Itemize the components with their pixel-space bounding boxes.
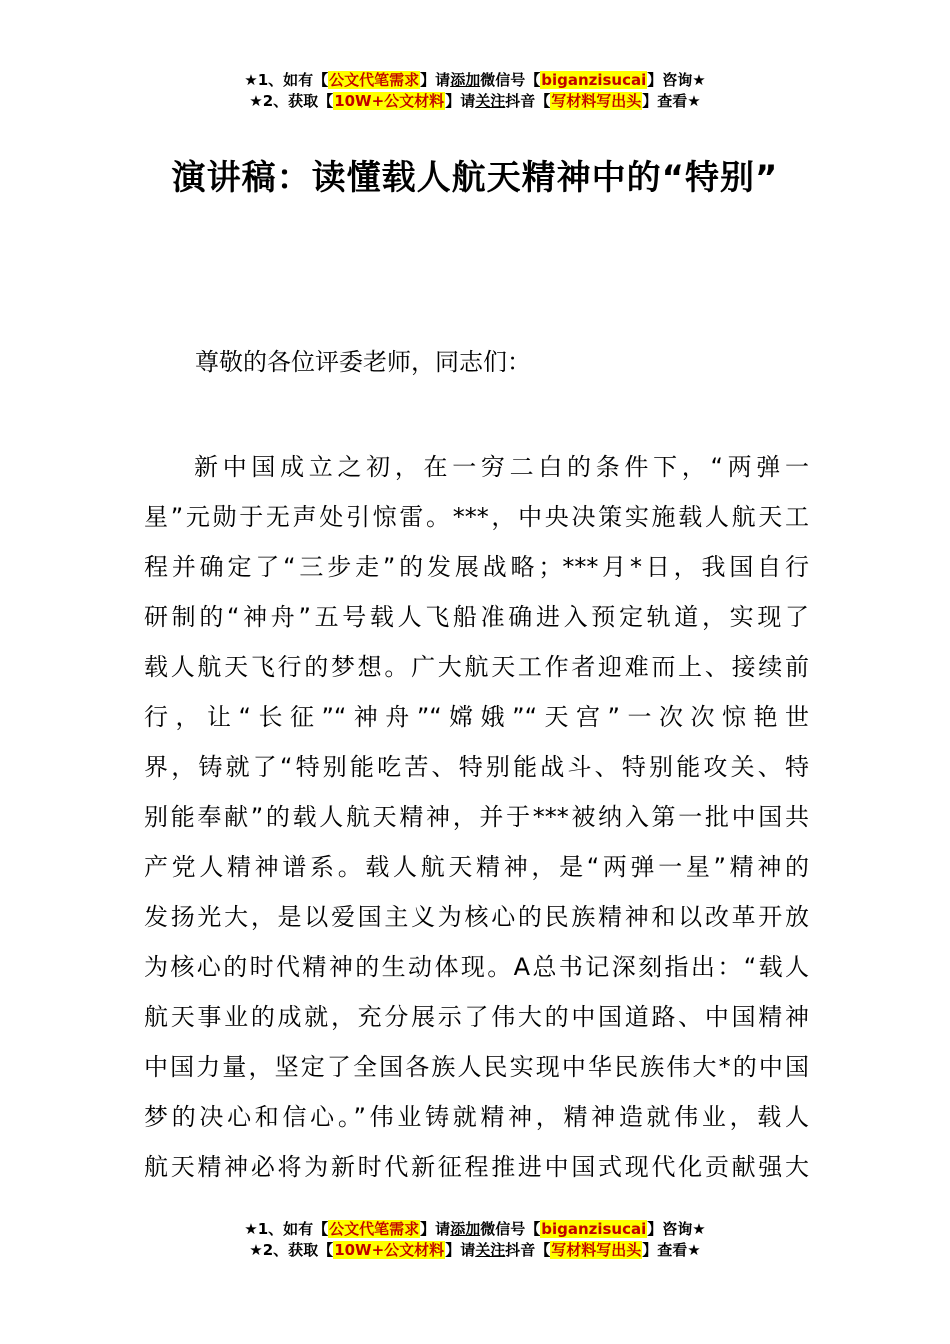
banner-highlight: biganzisucai — [541, 71, 647, 89]
banner-text: 微信号【 — [480, 71, 541, 89]
banner-text: ★1、如有【 — [244, 71, 329, 89]
banner-text: 微信号【 — [480, 1220, 541, 1238]
header-banner — [0, 70, 950, 112]
banner-text: 】咨询★ — [647, 1220, 706, 1238]
banner-text: 】查看★ — [642, 92, 701, 110]
body-line: 别能奉献”的载人航天精神，并于***被纳入第一批中国共 — [144, 803, 809, 831]
banner-underline: 关注 — [475, 92, 506, 110]
banner-text: 】查看★ — [642, 1241, 701, 1259]
banner-highlight: 写材料写出头 — [551, 92, 642, 110]
body-line: 中国力量，坚定了全国各族人民实现中华民族伟大*的中国 — [144, 1053, 809, 1081]
body-paragraph — [144, 442, 809, 1192]
body-line: 航天事业的成就，充分展示了伟大的中国道路、中国精神 — [144, 1003, 809, 1031]
body-line: 航天精神必将为新时代新征程推进中国式现代化贡献强大 — [144, 1153, 809, 1181]
banner-text: ★1、如有【 — [244, 1220, 329, 1238]
greeting: 尊敬的各位评委老师，同志们： — [195, 348, 531, 376]
banner-line-1 — [0, 70, 950, 91]
banner-highlight: 10W+公文材料 — [334, 1241, 445, 1259]
banner-text: 】请 — [445, 1241, 476, 1259]
banner-text: 】咨询★ — [647, 71, 706, 89]
banner-underline: 添加 — [450, 1220, 481, 1238]
body-line: 为核心的时代精神的生动体现。A总书记深刻指出：“载人 — [144, 953, 809, 981]
banner-line-2 — [0, 1240, 950, 1261]
banner-text: 】请 — [420, 71, 451, 89]
banner-line-2 — [0, 91, 950, 112]
document-title: 演讲稿：读懂载人航天精神中的“特别” — [171, 158, 779, 198]
banner-text: 抖音【 — [505, 1241, 551, 1259]
body-line: 产党人精神谱系。载人航天精神，是“两弹一星”精神的 — [144, 853, 809, 881]
banner-text: 】请 — [420, 1220, 451, 1238]
banner-text: 抖音【 — [505, 92, 551, 110]
banner-text: 】请 — [445, 92, 476, 110]
banner-highlight: 写材料写出头 — [551, 1241, 642, 1259]
banner-underline: 添加 — [450, 71, 481, 89]
body-line: 界，铸就了“特别能吃苦、特别能战斗、特别能攻关、特 — [144, 753, 809, 781]
footer-banner — [0, 1219, 950, 1261]
body-line: 发扬光大，是以爱国主义为核心的民族精神和以改革开放 — [144, 903, 809, 931]
banner-text: ★2、获取【 — [249, 1241, 334, 1259]
banner-text: ★2、获取【 — [249, 92, 334, 110]
body-line: 梦的决心和信心。”伟业铸就精神，精神造就伟业，载人 — [144, 1103, 809, 1131]
body-line: 新中国成立之初，在一穷二白的条件下，“两弹一 — [194, 453, 809, 481]
body-line: 程并确定了“三步走”的发展战略；***月*日，我国自行 — [144, 553, 809, 581]
body-line: 载人航天飞行的梦想。广大航天工作者迎难而上、接续前 — [144, 653, 809, 681]
banner-line-1 — [0, 1219, 950, 1240]
body-line: 研制的“神舟”五号载人飞船准确进入预定轨道，实现了 — [144, 603, 809, 631]
banner-highlight: 公文代笔需求 — [329, 1220, 420, 1238]
body-line: 行，让“长征”“神舟”“嫦娥”“天宫”一次次惊艳世 — [144, 703, 809, 731]
banner-highlight: 公文代笔需求 — [329, 71, 420, 89]
banner-highlight: 10W+公文材料 — [334, 92, 445, 110]
banner-underline: 关注 — [475, 1241, 506, 1259]
banner-highlight: biganzisucai — [541, 1220, 647, 1238]
body-line: 星”元勋于无声处引惊雷。***，中央决策实施载人航天工 — [144, 503, 809, 531]
